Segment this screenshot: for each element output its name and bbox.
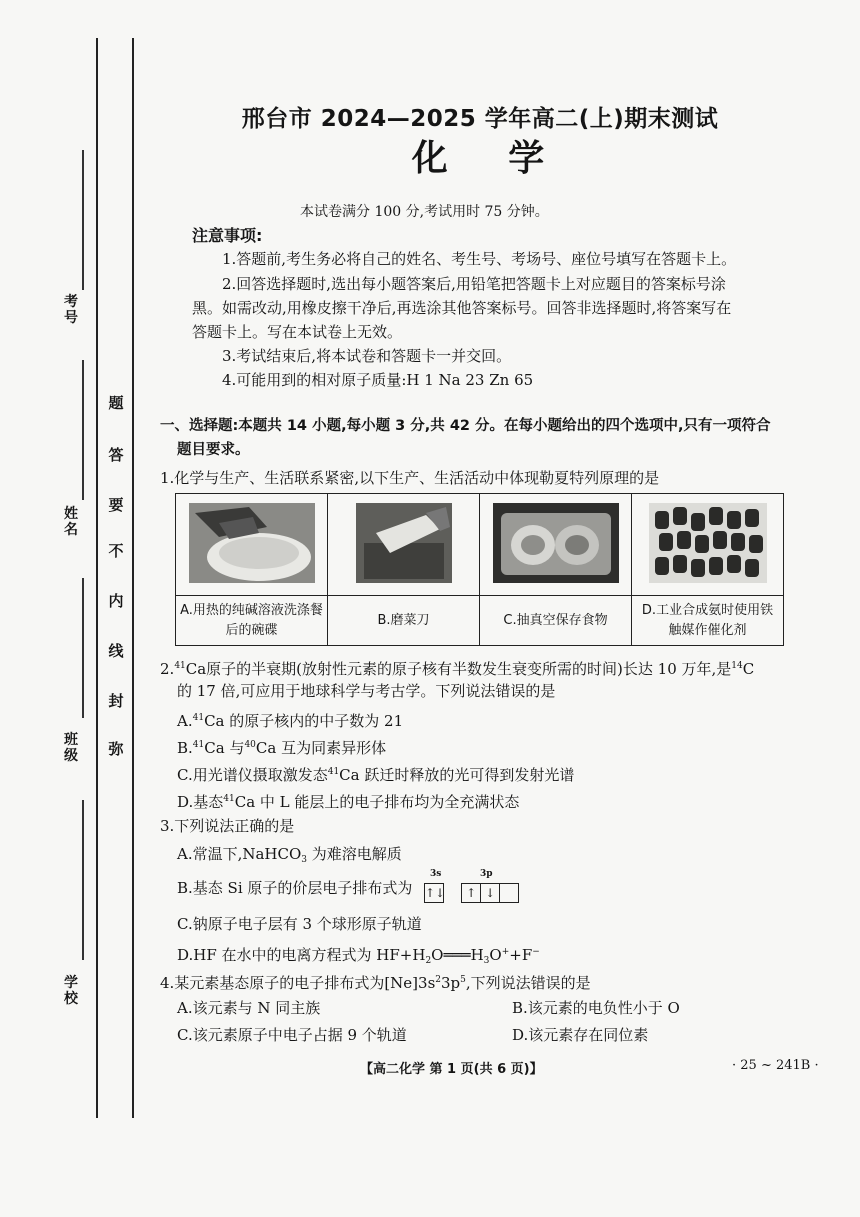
catalyst-pellets-photo [649, 503, 767, 583]
kaohao-label: 考号 [64, 294, 78, 326]
knife-sharpening-photo [356, 503, 452, 583]
question-1-stem: 1.化学与生产、生活联系紧密,以下生产、生活活动中体现勒夏特列原理的是 [160, 469, 660, 487]
option-d-text-cont: 触媒作催化剂 [668, 622, 747, 638]
seal-char: 答 [108, 446, 124, 464]
orbital-box-3p-1: ↑ [461, 883, 481, 903]
seal-char: 弥 [108, 740, 124, 758]
option-d-cell [632, 596, 784, 646]
xingming-underline [82, 360, 84, 500]
notice-item: 2.回答选择题时,选出每小题答案后,用铅笔把答题卡上对应题目的答案标号涂 [222, 275, 726, 293]
paper-code: · 25 ~ 241B · [732, 1058, 819, 1073]
orbital-label-3p: 3p [480, 869, 493, 879]
option-b-cell [328, 596, 480, 646]
notice-item: 答题卡上。写在本试卷上无效。 [192, 323, 403, 341]
binding-line-outer [96, 38, 98, 1118]
section-heading-cont: 题目要求。 [177, 442, 250, 458]
orbital-label-3s: 3s [430, 869, 442, 879]
exam-title: 邢台市 2024—2025 学年高二(上)期末测试 [241, 106, 719, 132]
kaohao-underline [82, 150, 84, 290]
notice-item: 1.答题前,考生务必将自己的姓名、考生号、考场号、座位号填写在答题卡上。 [222, 250, 737, 268]
option-c-text: C.抽真空保存食物 [503, 612, 608, 628]
seal-char: 线 [108, 642, 124, 660]
question-2-stem: 2.41Ca原子的半衰期(放射性元素的原子核有半数发生衰变所需的时间)长达 10 万年,是$^{14}$C [160, 660, 755, 678]
question-3-option-b: B.基态 Si 原子的价层电子排布式为 [177, 879, 413, 897]
option-b-text: B.磨菜刀 [377, 612, 430, 628]
xingming-label: 姓名 [64, 506, 78, 538]
question-2-option-c: C.用光谱仪摄取激发态$^{41}$Ca 跃迁时释放的光可得到发射光谱 [177, 766, 575, 784]
seal-char: 题 [108, 394, 124, 412]
page-footer: 【高二化学 第 1 页(共 6 页)】 [360, 1062, 543, 1077]
question-2-option-b: B.$^{41}$Ca 与$^{40}$Ca 互为同素异形体 [177, 739, 387, 757]
section-heading: 一、选择题:本题共 14 小题,每小题 3 分,共 42 分。在每小题给出的四个选项中,只有一项符合 [160, 418, 771, 434]
notice-item: 4.可能用到的相对原子质量:H 1 Na 23 Zn 65 [222, 371, 534, 389]
question-4-option-a: A.该元素与 N 同主族 [177, 999, 321, 1017]
question-3-option-a: A.常温下,NaHCO$_3$ 为难溶电解质 [177, 845, 402, 865]
question-2-option-d: D.基态$^{41}$Ca 中 L 能层上的电子排布均为全充满状态 [177, 793, 520, 811]
exam-subject: 化 学 [411, 138, 569, 179]
xuexiao-underline [82, 800, 84, 960]
question-4-option-b: B.该元素的电负性小于 O [512, 999, 680, 1017]
notice-heading: 注意事项: [192, 226, 263, 245]
binding-line-inner [132, 38, 134, 1118]
question-2-stem-cont: 的 17 倍,可应用于地球科学与考古学。下列说法错误的是 [177, 682, 556, 700]
seal-char: 要 [108, 496, 124, 514]
orbital-box-3p-2: ↓ [480, 883, 500, 903]
option-c-cell [480, 596, 632, 646]
vacuum-food-photo [493, 503, 619, 583]
notice-item: 黑。如需改动,用橡皮擦干净后,再选涂其他答案标号。回答非选择题时,将答案写在 [192, 299, 732, 317]
notice-item: 3.考试结束后,将本试卷和答题卡一并交回。 [222, 347, 512, 365]
exam-info: 本试卷满分 100 分,考试用时 75 分钟。 [300, 204, 549, 220]
seal-char: 封 [108, 692, 124, 710]
orbital-box-3p-3 [499, 883, 519, 903]
washing-bowl-photo [189, 503, 315, 583]
option-d-text: D.工业合成氨时使用铁 [641, 602, 774, 618]
question-3-stem: 3.下列说法正确的是 [160, 817, 295, 835]
banji-label: 班级 [64, 732, 78, 764]
seal-char: 不 [108, 542, 124, 560]
question-3-option-c: C.钠原子电子层有 3 个球形原子轨道 [177, 915, 422, 933]
orbital-box-3s: ↑↓ [424, 883, 444, 903]
question-3-option-d: D.HF 在水中的电离方程式为 $HF+H_2O═══H_3O^++F^-$ [177, 946, 540, 966]
option-a-text: A.用热的纯碱溶液洗涤餐 [180, 602, 323, 618]
xuexiao-label: 学校 [64, 975, 78, 1007]
banji-underline [82, 578, 84, 718]
question-4-option-d: D.该元素存在同位素 [512, 1026, 649, 1044]
question-4-stem: 4.某元素基态原子的电子排布式为$[Ne]3s^23p^5$,下列说法错误的是 [160, 974, 591, 992]
option-a-cell [176, 596, 328, 646]
question-4-option-c: C.该元素原子中电子占据 9 个轨道 [177, 1026, 407, 1044]
seal-char: 内 [108, 592, 124, 610]
option-a-text-cont: 后的碗碟 [225, 622, 278, 638]
question-2-option-a: A.$^{41}$Ca 的原子核内的中子数为 21 [177, 712, 404, 730]
orbital-diagram [425, 882, 519, 903]
question-1-options-table [175, 493, 784, 646]
